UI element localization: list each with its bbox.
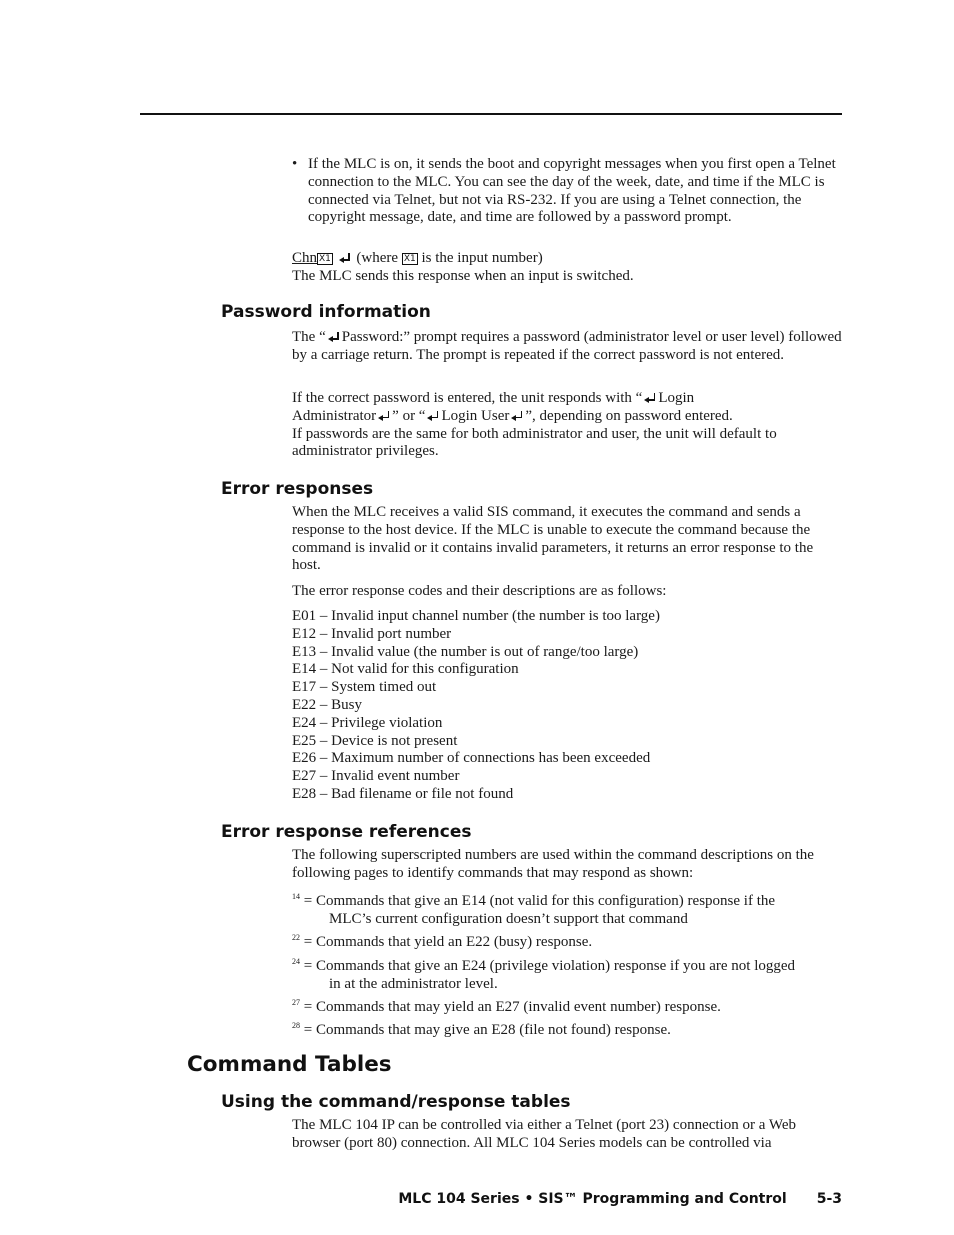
list-item: E01 – Invalid input channel number (the number is too large) [292, 608, 660, 624]
chn-response-line [292, 250, 844, 268]
page-number: 5-3 [816, 1191, 842, 1207]
superscript-number: 24 [292, 957, 300, 966]
error-codes-intro: The error response codes and their descriptions are as follows: [292, 583, 667, 599]
password-p2-or: ” or “ [392, 407, 426, 424]
password-p1-open: The “ [292, 329, 326, 345]
reference-item-24 [292, 953, 844, 994]
boot-message-bullet [308, 156, 842, 227]
footer-title: MLC 104 Series • SIS™ Programming and Control [398, 1191, 787, 1207]
password-paragraph-2 [292, 390, 844, 461]
superscript-number: 22 [292, 933, 300, 942]
list-item: E26 – Maximum number of connections has been exceeded [292, 750, 651, 767]
using-tables-paragraph: The MLC 104 IP can be controlled via either a Telnet (port 23) connection or a Web browser (port 80) connection. All MLC 104 Series models can be controlled via [292, 1117, 796, 1151]
password-p2-a: If the correct password is entered, the unit responds with “ [292, 390, 643, 406]
list-item: E14 – Not valid for this configuration [292, 661, 519, 678]
password-p2-login-user: Login User [441, 407, 510, 424]
password-p1-text: Password:” prompt requires a password (administrator level or user level) followed by a carriage return. The prompt is repeated if the correct password is not entered. [292, 329, 842, 363]
error-responses-paragraph: When the MLC receives a valid SIS command, it executes the command and sends a response to the host device. If the MLC is unable to execute the command because the command is invalid or it contains invalid parameters, it returns an error response to the host. [292, 504, 814, 574]
reference-item-28 [292, 1017, 844, 1040]
superscript-number: 27 [292, 998, 300, 1007]
password-p2-login-admin: Login Administrator [292, 390, 695, 424]
reference-item-27 [292, 994, 844, 1017]
password-p2-default: If passwords are the same for both administrator and user, the unit will default to administrator privileges. [292, 425, 777, 460]
chn-where-text: (where [356, 250, 399, 266]
x1-variable: X1 [319, 254, 331, 264]
x1-variable: X1 [403, 254, 416, 264]
reference-text: = Commands that yield an E22 (busy) response. [303, 934, 593, 950]
error-code-list [292, 608, 844, 804]
carriage-return-icon [378, 411, 390, 421]
reference-text: = Commands that give an E14 (not valid for this configuration) response if the [303, 893, 776, 909]
boot-message-text: If the MLC is on, it sends the boot and copyright messages when you first open a Telnet connection to the MLC. You can see the day of the week, date, and time if the MLC is connected via Telnet, but not via RS-232. If you are using a Telnet connection, the copyright message, date, and time are followed by a password prompt. [308, 156, 836, 226]
list-item: E27 – Invalid event number [292, 768, 460, 785]
superscript-number: 14 [292, 892, 300, 901]
chn-suffix-text: is the input number) [421, 250, 543, 266]
reference-text-cont: in at the administrator level. [329, 975, 498, 992]
carriage-return-icon [427, 411, 439, 421]
superscript-number: 28 [292, 1021, 300, 1030]
list-item: E25 – Device is not present [292, 732, 458, 749]
chn-description: The MLC sends this response when an input is switched. [292, 268, 634, 284]
list-item: E22 – Busy [292, 696, 363, 713]
page-footer [398, 1191, 842, 1207]
password-p2-end: ”, depending on password entered. [525, 407, 733, 424]
reference-item-14 [292, 888, 844, 929]
chn-code: Chn [292, 250, 318, 266]
reference-item-22 [292, 929, 844, 952]
carriage-return-icon [328, 332, 340, 342]
error-references-intro: The following superscripted numbers are used within the command descriptions on the following pages to identify commands that may respond as shown: [292, 847, 814, 881]
reference-text-cont: MLC’s current configuration doesn’t support that command [329, 910, 688, 927]
header-rule [140, 113, 842, 115]
carriage-return-icon [339, 253, 351, 263]
password-heading: Password information [221, 302, 431, 322]
reference-text: = Commands that may yield an E27 (invalid event number) response. [303, 999, 721, 1015]
error-references-heading: Error response references [221, 822, 472, 842]
list-item: E28 – Bad filename or file not found [292, 785, 514, 802]
reference-text: = Commands that give an E24 (privilege violation) response if you are not logged [303, 958, 796, 974]
carriage-return-icon [511, 411, 523, 421]
list-item: E24 – Privilege violation [292, 714, 443, 731]
list-item: E12 – Invalid port number [292, 625, 452, 642]
bullet-dot: • [292, 156, 298, 172]
list-item: E17 – System timed out [292, 679, 437, 696]
list-item: E13 – Invalid value (the number is out of range/too large) [292, 643, 639, 660]
carriage-return-icon [644, 393, 656, 403]
using-tables-heading: Using the command/response tables [221, 1092, 571, 1112]
reference-text: = Commands that may give an E28 (file not found) response. [303, 1022, 671, 1038]
password-paragraph-1 [292, 329, 844, 365]
error-responses-heading: Error responses [221, 479, 374, 499]
command-tables-heading: Command Tables [187, 1052, 392, 1077]
